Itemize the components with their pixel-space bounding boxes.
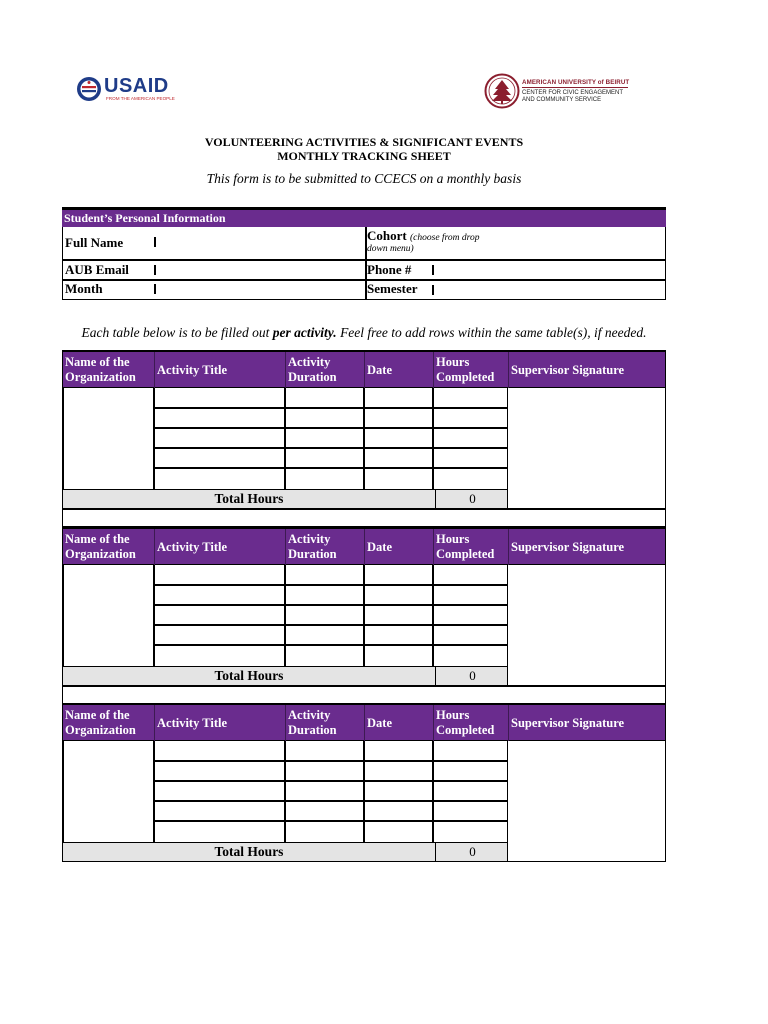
header-separator bbox=[285, 352, 286, 388]
personal-info-header: Student’s Personal Information bbox=[62, 207, 666, 227]
instruction-part2: Feel free to add rows within the same table(s), if needed. bbox=[336, 325, 647, 340]
date-cell[interactable] bbox=[365, 566, 432, 584]
aub-center-line1: CENTER FOR CIVIC ENGAGEMENT bbox=[522, 90, 624, 96]
activity-title-cell[interactable] bbox=[155, 762, 284, 780]
header-separator bbox=[285, 705, 286, 741]
activity-table-body bbox=[62, 388, 666, 489]
supervisor-signature-cell[interactable] bbox=[509, 389, 664, 507]
date-cell[interactable] bbox=[365, 469, 432, 488]
activity-duration-cell[interactable] bbox=[286, 646, 363, 665]
column-header: Supervisor Signature bbox=[511, 539, 625, 554]
total-hours-value: 0 bbox=[435, 843, 509, 861]
total-hours-row bbox=[62, 666, 508, 686]
date-cell[interactable] bbox=[365, 762, 432, 780]
date-cell[interactable] bbox=[365, 626, 432, 644]
date-cell[interactable] bbox=[365, 429, 432, 447]
activity-title-cell[interactable] bbox=[155, 566, 284, 584]
column-header: Name of the Organization bbox=[65, 355, 136, 384]
column-header: Activity Duration bbox=[288, 355, 337, 384]
activity-table bbox=[62, 527, 666, 686]
date-cell[interactable] bbox=[365, 606, 432, 624]
table-border bbox=[665, 741, 667, 862]
activity-title-cell[interactable] bbox=[155, 802, 284, 820]
cohort-dropdown[interactable] bbox=[503, 229, 663, 258]
activity-duration-cell[interactable] bbox=[286, 566, 363, 584]
hours-completed-cell[interactable] bbox=[434, 646, 506, 665]
activity-duration-cell[interactable] bbox=[286, 802, 363, 820]
column-header: Activity Duration bbox=[288, 708, 337, 737]
header-separator bbox=[364, 352, 365, 388]
semester-field[interactable] bbox=[435, 281, 663, 298]
total-hours-row bbox=[62, 489, 508, 509]
usaid-wordmark: USAID bbox=[104, 75, 169, 97]
aub-email-field[interactable] bbox=[157, 261, 363, 278]
hours-completed-cell[interactable] bbox=[434, 566, 506, 584]
activity-table-header bbox=[62, 350, 666, 388]
aub-rule bbox=[522, 87, 628, 88]
date-cell[interactable] bbox=[365, 742, 432, 760]
aub-cedar-seal-icon bbox=[484, 73, 520, 109]
activity-duration-cell[interactable] bbox=[286, 606, 363, 624]
hours-completed-cell[interactable] bbox=[434, 782, 506, 800]
activity-duration-cell[interactable] bbox=[286, 586, 363, 604]
hours-completed-cell[interactable] bbox=[434, 449, 506, 467]
hours-completed-cell[interactable] bbox=[434, 822, 506, 841]
month-field[interactable] bbox=[157, 281, 363, 298]
total-hours-label: Total Hours bbox=[214, 844, 284, 859]
column-header: Activity Title bbox=[157, 362, 228, 377]
header-separator bbox=[508, 705, 509, 741]
hours-completed-cell[interactable] bbox=[434, 469, 506, 488]
activity-table-body bbox=[62, 741, 666, 842]
table-spacer-row bbox=[62, 686, 666, 704]
activity-title-cell[interactable] bbox=[155, 782, 284, 800]
header-separator bbox=[364, 705, 365, 741]
organization-cell[interactable] bbox=[64, 566, 153, 665]
hours-completed-cell[interactable] bbox=[434, 389, 506, 407]
header-separator bbox=[154, 705, 155, 741]
date-cell[interactable] bbox=[365, 646, 432, 665]
activity-title-cell[interactable] bbox=[155, 822, 284, 841]
usaid-seal-icon bbox=[76, 76, 102, 102]
instruction-emphasis: per activity. bbox=[272, 325, 337, 340]
column-header: Activity Duration bbox=[288, 532, 337, 561]
page-subtitle: This form is to be submitted to CCECS on a monthly basis bbox=[206, 171, 522, 186]
date-cell[interactable] bbox=[365, 449, 432, 467]
activity-duration-cell[interactable] bbox=[286, 822, 363, 841]
full-name-field[interactable] bbox=[157, 229, 363, 258]
activity-duration-cell[interactable] bbox=[286, 469, 363, 488]
usaid-tagline: FROM THE AMERICAN PEOPLE bbox=[106, 96, 175, 101]
activity-duration-cell[interactable] bbox=[286, 762, 363, 780]
total-hours-value: 0 bbox=[435, 667, 509, 685]
hours-completed-cell[interactable] bbox=[434, 762, 506, 780]
date-cell[interactable] bbox=[365, 802, 432, 820]
total-hours-label: Total Hours bbox=[214, 491, 284, 506]
table-border bbox=[665, 565, 667, 686]
activity-title-cell[interactable] bbox=[155, 429, 284, 447]
aub-center-line2: AND COMMUNITY SERVICE bbox=[522, 97, 602, 103]
hours-completed-cell[interactable] bbox=[434, 626, 506, 644]
supervisor-signature-cell[interactable] bbox=[509, 742, 664, 860]
column-header: Activity Title bbox=[157, 539, 228, 554]
activity-title-cell[interactable] bbox=[155, 409, 284, 427]
activity-table-header bbox=[62, 527, 666, 565]
date-cell[interactable] bbox=[365, 782, 432, 800]
activity-title-cell[interactable] bbox=[155, 586, 284, 604]
activity-title-cell[interactable] bbox=[155, 626, 284, 644]
total-hours-value: 0 bbox=[435, 490, 509, 508]
column-header: Date bbox=[367, 715, 392, 730]
date-cell[interactable] bbox=[365, 822, 432, 841]
field-separator bbox=[154, 265, 156, 275]
activity-table bbox=[62, 703, 666, 862]
total-hours-row bbox=[62, 842, 508, 862]
date-cell[interactable] bbox=[365, 409, 432, 427]
column-header: Hours Completed bbox=[436, 532, 495, 561]
personal-info-table bbox=[62, 227, 666, 300]
activity-title-cell[interactable] bbox=[155, 389, 284, 407]
organization-cell[interactable] bbox=[64, 389, 153, 488]
column-header: Activity Title bbox=[157, 715, 228, 730]
table-spacer-row bbox=[62, 509, 666, 527]
column-header: Supervisor Signature bbox=[511, 362, 625, 377]
header-separator bbox=[508, 352, 509, 388]
page-title-line2: MONTHLY TRACKING SHEET bbox=[277, 149, 451, 163]
column-header: Name of the Organization bbox=[65, 532, 136, 561]
header-separator bbox=[154, 352, 155, 388]
field-separator bbox=[432, 285, 434, 295]
field-separator bbox=[154, 284, 156, 294]
activity-table-body bbox=[62, 565, 666, 666]
phone-field[interactable] bbox=[435, 261, 663, 278]
organization-cell[interactable] bbox=[64, 742, 153, 841]
semester-label: Semester bbox=[367, 281, 418, 296]
activity-title-cell[interactable] bbox=[155, 606, 284, 624]
hours-completed-cell[interactable] bbox=[434, 409, 506, 427]
date-cell[interactable] bbox=[365, 586, 432, 604]
activity-title-cell[interactable] bbox=[155, 469, 284, 488]
column-header: Hours Completed bbox=[436, 708, 495, 737]
aub-name: AMERICAN UNIVERSITY of BEIRUT bbox=[522, 79, 630, 86]
header-separator bbox=[364, 529, 365, 565]
phone-label: Phone # bbox=[367, 262, 412, 277]
header-separator bbox=[433, 352, 434, 388]
activity-duration-cell[interactable] bbox=[286, 449, 363, 467]
activity-table bbox=[62, 350, 666, 509]
column-header: Name of the Organization bbox=[65, 708, 136, 737]
aub-logo bbox=[484, 73, 634, 111]
table-border bbox=[665, 388, 667, 509]
header-separator bbox=[433, 705, 434, 741]
usaid-logo bbox=[76, 75, 176, 105]
hours-completed-cell[interactable] bbox=[434, 742, 506, 760]
activity-duration-cell[interactable] bbox=[286, 389, 363, 407]
activity-title-cell[interactable] bbox=[155, 742, 284, 760]
cohort-hint: (choose from drop bbox=[410, 233, 480, 243]
activity-duration-cell[interactable] bbox=[286, 409, 363, 427]
supervisor-signature-cell[interactable] bbox=[509, 566, 664, 684]
aub-email-label: AUB Email bbox=[65, 262, 129, 277]
header-separator bbox=[285, 529, 286, 565]
activity-duration-cell[interactable] bbox=[286, 429, 363, 447]
hours-completed-cell[interactable] bbox=[434, 429, 506, 447]
activity-title-cell[interactable] bbox=[155, 646, 284, 665]
full-name-label: Full Name bbox=[65, 235, 124, 250]
column-header: Date bbox=[367, 362, 392, 377]
activity-table-header bbox=[62, 703, 666, 741]
column-header: Date bbox=[367, 539, 392, 554]
table-border bbox=[507, 861, 667, 863]
activity-title-cell[interactable] bbox=[155, 449, 284, 467]
hours-completed-cell[interactable] bbox=[434, 606, 506, 624]
hours-completed-cell[interactable] bbox=[434, 802, 506, 820]
header-separator bbox=[433, 529, 434, 565]
field-separator bbox=[154, 237, 156, 247]
header-separator bbox=[508, 529, 509, 565]
activity-duration-cell[interactable] bbox=[286, 742, 363, 760]
hours-completed-cell[interactable] bbox=[434, 586, 506, 604]
activity-duration-cell[interactable] bbox=[286, 626, 363, 644]
column-header: Supervisor Signature bbox=[511, 715, 625, 730]
cohort-label: Cohort bbox=[367, 228, 407, 243]
activity-duration-cell[interactable] bbox=[286, 782, 363, 800]
date-cell[interactable] bbox=[365, 389, 432, 407]
instruction-text bbox=[0, 325, 728, 341]
instruction-part1: Each table below is to be filled out bbox=[81, 325, 273, 340]
page-title-line1: VOLUNTEERING ACTIVITIES & SIGNIFICANT EVENTS bbox=[204, 135, 524, 149]
header-separator bbox=[154, 529, 155, 565]
field-separator bbox=[432, 265, 434, 275]
total-hours-label: Total Hours bbox=[214, 668, 284, 683]
column-header: Hours Completed bbox=[436, 355, 495, 384]
month-label: Month bbox=[65, 281, 103, 296]
cohort-hint-line2: down menu) bbox=[367, 244, 414, 254]
